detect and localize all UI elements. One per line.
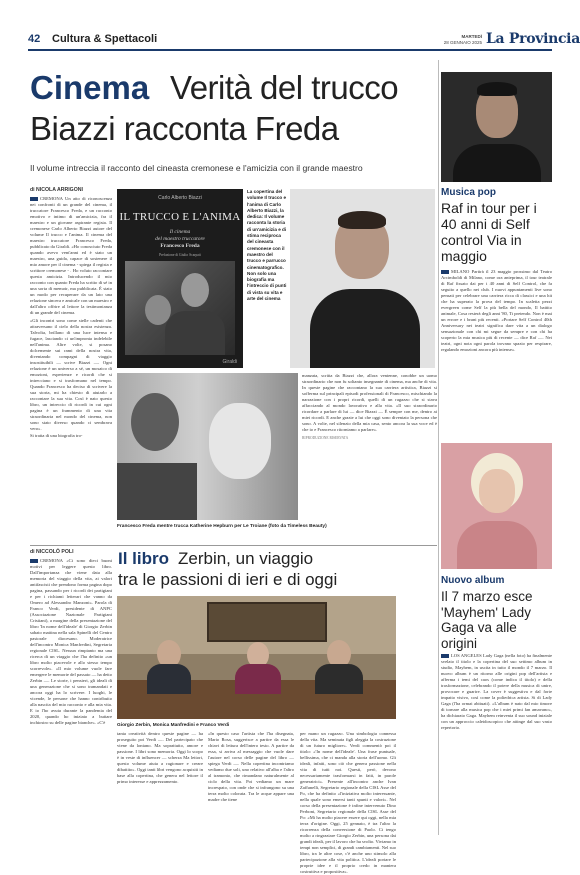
lead-kicker: Cinema bbox=[30, 69, 150, 106]
lady-gaga-photo bbox=[441, 443, 552, 569]
lead-subtitle: Il volume intreccia il racconto del cineasta cremonese e l'amicizia con il grande maestro bbox=[30, 163, 363, 173]
book-subtitle-3: Francesco Freda bbox=[160, 243, 200, 249]
second-col3-text: «In questo caso l'artista che l'ha disegnata, Mario Rosa, suggerisce a partire da essa le chiavi di lettura dell'intero testo. A partire da essa, si arriva al messaggio che vuole dare l'autore nel corso delle pagine del libro — spiega Verdi —. Nella copertina incontriamo vediamo due soli, uno relativo all'alba e l'altro al tramonto, che rimandano naturalmente al ciclo della vita. Poi vediamo un mare increspato, con onde che si infrangono su una terra molto colorata. Tra le acque appare una madre che tiene bbox=[208, 731, 294, 802]
second-col2-text: tanta creatività dentro queste pagine — ha proseguito poi Verdi —. Del partecipato che viene da lontano. Ma soprattutto, amore e passione. I libri sono memoria. Oggi lo scopo è in veste di influencer — scherza Ma lettori, questo volume aiuta a ragionare e creare dibattito». Oggi tanti libri vengono acquisiti in base alla copertina, che genera nel lettore il primo interesse e apprezzamento. bbox=[117, 731, 203, 784]
column-rule bbox=[438, 60, 439, 835]
book-caption: La copertina del volume Il trucco e l'anima di Carlo Alberto Biazzi, la dedica: Il volume racconta la storia di un'amicizia e di stima reciproca del cineasta cremonese con il maestro del trucco e parrucco cinematografico. Non solo una biografia ma l'intreccio di punti di vista su vita e arte del cinema bbox=[247, 189, 287, 302]
page-number: 42 bbox=[28, 33, 41, 45]
sidebar-top-body-text: MILANO Partirà il 23 maggio prossimo dal Teatro Arcimboldi di Milano, come ora anteprima, il tour teatrale di Raf fissato dai per i 40 anni di Self Control, che fa seguito a quello nei club. I nuovi appuntamenti live sono pensati per celebrare una carriera ricca di classici e una hit che ha superato la prova del tempo. In scaletta pezzi evergreen come Self la più bella del mondo, Il battito animale, Cosa resterà degli anni '80, Ti pretendo. Non è mai un errore e i brani più recenti. «Portare Self Control 40th Anniversary nei teatri significa dare vita a un dialogo sensazionale con chi mi segue da sempre e con chi ha scoperto la mia musica più di recente — dice Raf —. Nei teatri, ogni nota ogni parola trovano spazio per respirare, regalando emozioni ancora più intense». bbox=[441, 269, 552, 352]
header-day: MARTEDÌ bbox=[461, 34, 482, 39]
second-column-2 bbox=[117, 731, 203, 831]
section-title: Cultura & Spettacoli bbox=[52, 33, 158, 45]
section-divider bbox=[30, 545, 437, 546]
conference-photo-caption: Giorgio Zerbin, Monica Manfredini e Franco Verdi bbox=[117, 723, 230, 728]
masthead: La Provincia bbox=[486, 31, 580, 47]
second-col1-text: CREMONA «Ci sono dieci buoni motivi per leggere questo libro. Dall'importanza che viene data alla memoria del viaggio della vita, ai valori antifascisti che prendono forma pagina dopo pagina, passando per i ricordi dei partigiani e per i richiami letterari che vanno da Omero ad Alessandro Manzoni». Parola di Franco Verdi, presidente di ANPC (Associazione Nazionale Partigiani Cristiani), a margine della presentazione del libro 'In nome dell'ideale' di Giorgio Zerbin sabato mattina nella sala Spinelli del Centro pastorale diocesano. Moderatrice dell'incontro Monica Manfredini, Segretaria regionale CISL. Nessun rimpianto ma una ricerca di un viaggio che l'ha definito «un libro molto piacevole e allo stesso tempo scorrevole». «Il mio volume vuole fare emergere le memorie del passato — ha detto Zerbin —. Le storie, i pensieri, gli ideali di una generazione che si sono tramandati e ancora oggi ha lo scrivere. I luoghi, le vicende, le persone che hanno contribuito alla nascita del mio racconto e alla mia vita. E io l'ho avuta durante la pandemia del 2020, quando ho iniziato a buttare inchiostro su delle pagine bianche». «C'è bbox=[30, 558, 112, 725]
author-portrait-photo bbox=[290, 189, 435, 368]
second-col4-text: per mano un ragazzo. Una simbologia connessa della vita. Ma seminata figli aleggia la costruzione di un futuro migliore». Verdi commentò poi il titolo: «'In nome dell'ideale'. Una frase puntuale, bellissima, che ci manda alla storia dell'uomo. Gli ideali, infatti, sono ciò che genera passione nella vita di tutti noi. Questi, però, devono necessariamente trasformarsi in fatti, in parole generatrici». Presente all'incontro anche Ivan Zaffanelli, Segretario regionale della CISL Asse del Po, che ha definito «l'iniziativa molto interessante, nella quale sono emersi tanti spunti e valori». Nel corso della presentazione è infine intervenuto Dino Perboni, Segretario regionale della CISL Asse del Po: «Mi ha molto piacere essere qui oggi, nella mia terra d'origine. Oggi, 25 gennaio, è tra l'altro la ricorrenza della conversione di Paolo. Ci tengo molto a ringraziare Giorgio Zerbin, una persona dai grandi ideali, per il lavoro che ha svolto. Viviamo in tempi non semplici, di grandi cambiamenti. Nel suo libro, tra le altre cose, c'è anche uno stimolo alla partecipazione alla vita politica. L'ideali portare le proprie idee e il proprio credo in maniera costruttiva e propositiva». bbox=[300, 731, 396, 874]
lead-title-1: Verità del trucco bbox=[170, 69, 399, 106]
sidebar-bottom-body-text: LOS ANGELES Lady Gaga (nella foto) ha finalmente svelato il titolo e la copertina del suo settimo album in studio, Mayhem, in uscita in tutto il mondo il 7 marzo. Il nuovo album è un ritorno alle origini pop dell'artista e afferma i temi del caos (come indica il titolo) e della trasformazione, celebrando il potere della musica di unire, provocare e guarire. La cover è suggestiva e dal forte impatto visivo, così come la poliedrica artista. Si di Lady Gaga (l'ha ormai abituati). «L'album è nato dal mio timore di tornare alla musica pop che i miei primi fan amavano», ha dichiarato Gaga. Mayhem reinventa il suo sound iniziale con un approccio caleidoscopico che attinge dal suo vasto repertorio. bbox=[441, 653, 552, 730]
book-cover bbox=[117, 189, 243, 368]
second-column-4 bbox=[300, 731, 396, 874]
lead-col1-p2: «Gli incontri sono come stelle cadenti che attraversano il cielo della nostra esistenza. Talvolta, brillano di una luce intensa e fugace, lasciando ci un'impronta indelebile nell'anima. Altre volte, si posano dolcemente sui rami della nostra vita, diventando compagni di viaggio insostituibili — scrive Biazzi —. Ogni relazione è un universo a sé, un mosaico di emozioni, esperienze e ricordi che si intrecciano e si trasformano nel tempo. Quando Francesco ha deciso di scrivere la sua storia, mi ha chiesto di aiutarlo a raccontare la sua vita. Così è nato questo libro, un intreccio di ricordi in cui ogni pagina è un frammento di una vita straordinaria nel mondo del cinema, non sono stato diverso quando ci sembrava vero». bbox=[30, 317, 112, 431]
book-cover-photo bbox=[125, 261, 235, 355]
sidebar-top-title: Raf in tour per i 40 anni di Self control Via in maggio bbox=[441, 200, 537, 264]
lead-col3-p1: manzata, scritta da Biazzi che, allora ventenne, conobbe un uomo straordinario che non fu soltanto insegnante di cinema, ma anche di vita. In queste pagine che raccontano la sua carriera artistica, Biazzi si sofferma sul principali episodi professionali di Francesco, mischiando la narrazione con i propri ricordi, quelli di un ragazzo che si stava affacciando al mondo lavorativo e alla vita. «Il suo straordinario ricordare a parlare di lui — dice Biazzi — È sempre con me, dentro ai miei ricordi. E anche grazie a lui che oggi sono diventato la persona che sono. A volte, nel silenzio della mia casa, sento ancora la sua voce ed è che io e Francesco ritorniamo a parlare». bbox=[302, 373, 437, 432]
second-column-3 bbox=[208, 731, 294, 831]
lead-byline: di NICOLA ARRIGONI bbox=[30, 187, 83, 193]
header-date: 28 GENNAIO 2025 bbox=[443, 40, 482, 45]
sidebar-bottom-body bbox=[441, 653, 552, 831]
freda-hepburn-photo bbox=[117, 373, 298, 520]
second-kicker: Il libro bbox=[118, 549, 169, 568]
lead-col1-p1: CREMONA Un atto di riconoscenza nei confronti di un grande del cinema, il truccatore Francesco Freda, e un racconto emotivo e intimo di un'amicizia, fra il maestro e un giovane aspirante regista. Il cremonese Carlo Alberto Biazzi autore del volume Il trucco e l'anima. Il cinema del maestro truccatore Francesco Freda, pubblicato da Giraldi. «Ho conosciuto Freda quando avevo vent'anni ed è stato un maestro, una guida, capace di sostenere il mio amore per il cinema - spiega il regista e scrittore cremonese - . Ho voluto raccontare questa amicizia. Introducendo il mio racconto con quanto Freda ha scritto di sé in una sorta di memoir, ma pubblicata. È stato un modo per recuperare da un lato una relazione sincera e amicale con un maestro e dall'altro offrire al lettore la testimonianza di un grande del cinema. bbox=[30, 196, 113, 315]
freda-photo-caption: Francesco Freda mentre trucca Katherine Hepburn per Le Troiane (foto da Timeless Beauty) bbox=[117, 524, 327, 529]
lead-col3-footer: RIPRODUZIONE RISERVATA bbox=[302, 435, 349, 440]
book-preface: Prefazione di Giulio Scarpati bbox=[159, 253, 201, 257]
book-publisher: Giraldi bbox=[222, 359, 237, 365]
conference-photo bbox=[117, 596, 396, 719]
raf-photo bbox=[441, 72, 552, 182]
book-author: Carlo Alberto Biazzi bbox=[158, 195, 202, 201]
lead-column-1 bbox=[30, 196, 112, 558]
book-subtitle-1: Il cinema bbox=[169, 229, 191, 235]
header-rule bbox=[28, 49, 552, 51]
sidebar-top-body bbox=[441, 269, 552, 437]
sidebar-bottom-kicker: Nuovo album bbox=[441, 575, 505, 586]
second-title-1: Zerbin, un viaggio bbox=[178, 549, 314, 568]
book-title: IL TRUCCO E L'ANIMA bbox=[119, 211, 241, 223]
lead-col1-p3: Si tratta di una biografia tro- bbox=[30, 433, 83, 438]
sidebar-bottom-title: Il 7 marzo esce 'Mayhem' Lady Gaga va alle origini bbox=[441, 589, 533, 651]
second-byline: di NICCOLÒ POLI bbox=[30, 549, 74, 555]
lead-title-2: Biazzi racconta Freda bbox=[30, 110, 339, 147]
lead-column-3 bbox=[302, 373, 437, 521]
second-title-2: tra le passioni di ieri e di oggi bbox=[118, 570, 338, 589]
sidebar-top-kicker: Musica pop bbox=[441, 187, 497, 198]
second-column-1 bbox=[30, 558, 112, 808]
book-subtitle-2: del maestro truccatore bbox=[155, 236, 205, 242]
